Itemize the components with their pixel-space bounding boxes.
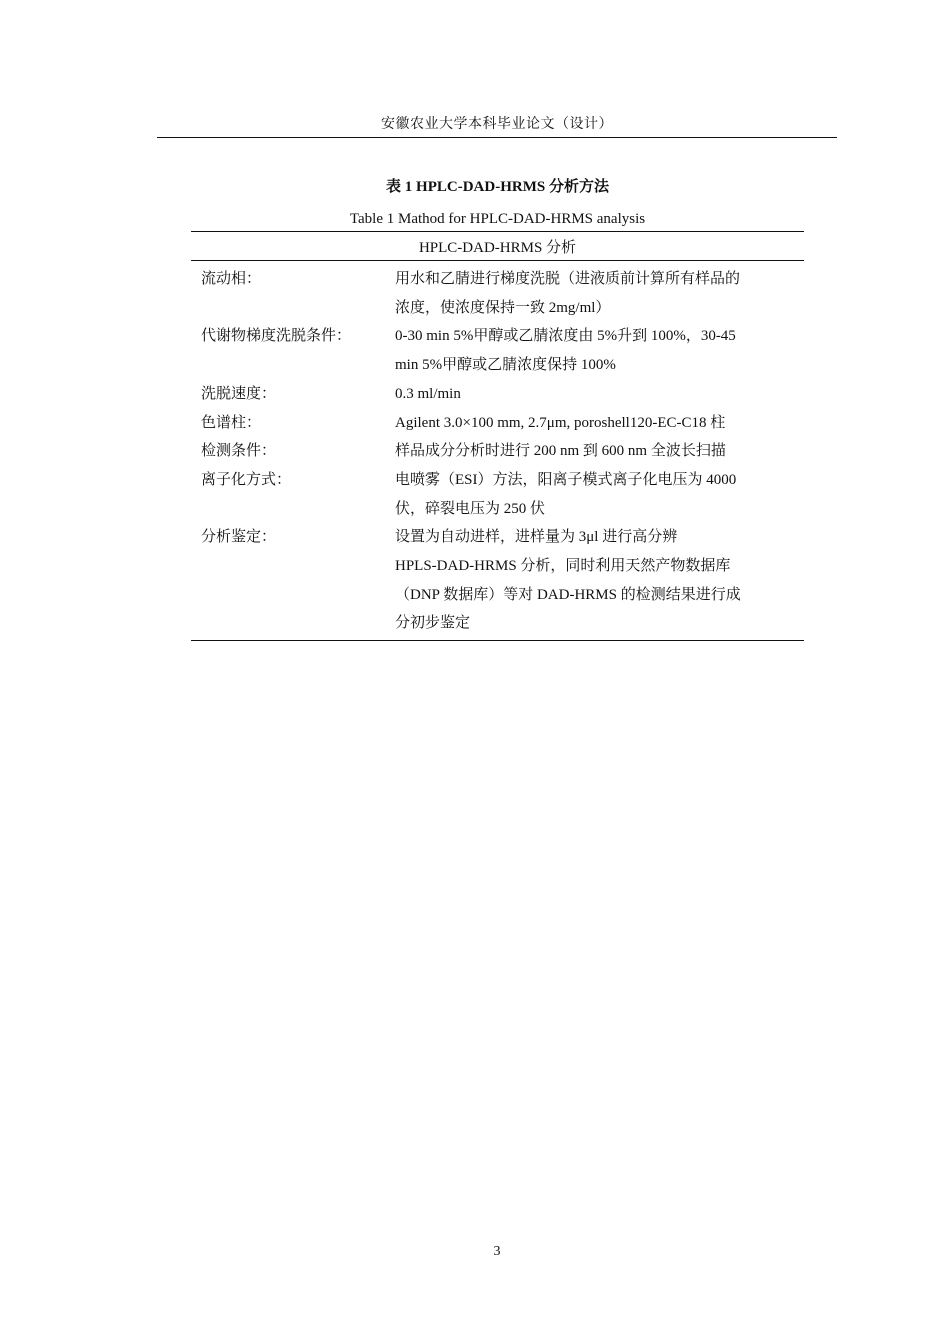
row-label-flow-rate: 洗脱速度：: [201, 385, 277, 402]
table-header: HPLC-DAD-HRMS 分析: [191, 232, 804, 261]
row-value-flow-rate: 0.3 ml/min: [395, 385, 461, 402]
table-row: [191, 409, 804, 438]
table-row: [191, 437, 804, 466]
row-label-mobile-phase: 流动相：: [201, 271, 262, 287]
table-row: [191, 380, 804, 409]
table-row: [191, 466, 804, 523]
table-row: [191, 523, 804, 638]
row-label-gradient-conditions: 代谢物梯度洗脱条件：: [201, 328, 352, 345]
row-value-identification: 设置为自动进样，进样量为 3μl 进行高分辨 HPLS-DAD-HRMS 分析，同时利用天然产物数据库 （DNP 数据库）等对 DAD-HRMS 的检测结果进行成 分初步鉴定: [395, 529, 741, 632]
row-value-column: Agilent 3.0×100 mm, 2.7μm, poroshell120-EC-C18 柱: [395, 414, 726, 431]
table-row: [191, 265, 804, 322]
row-label-ionization: 离子化方式：: [201, 471, 292, 488]
row-value-gradient-conditions: 0-30 min 5%甲醇或乙腈浓度由 5%升到 100%，30-45 min 5%甲醇或乙腈浓度保持 100%: [395, 328, 736, 374]
row-value-detection: 样品成分分析时进行 200 nm 到 600 nm 全波长扫描: [395, 443, 726, 460]
header-divider: [157, 137, 837, 138]
row-value-ionization: 电喷雾（ESI）方法，阳离子模式离子化电压为 4000 伏，碎裂电压为 250 伏: [395, 471, 737, 517]
method-table: [191, 231, 804, 641]
row-label-column: 色谱柱：: [201, 414, 262, 431]
table-row: [191, 322, 804, 379]
row-value-mobile-phase: 用水和乙腈进行梯度洗脱（进液质前计算所有样品的 浓度，使浓度保持一致 2mg/ml）: [395, 271, 741, 316]
row-label-identification: 分析鉴定：: [201, 529, 277, 546]
row-label-detection: 检测条件：: [201, 443, 277, 460]
table-caption-chinese: 表 1 HPLC-DAD-HRMS 分析方法: [386, 179, 609, 195]
page-number: 3: [493, 1244, 501, 1259]
page-header-title: 安徽农业大学本科毕业论文（设计）: [381, 117, 613, 132]
table-caption-english: Table 1 Mathod for HPLC-DAD-HRMS analysis: [349, 211, 646, 227]
table-body: [191, 261, 804, 640]
